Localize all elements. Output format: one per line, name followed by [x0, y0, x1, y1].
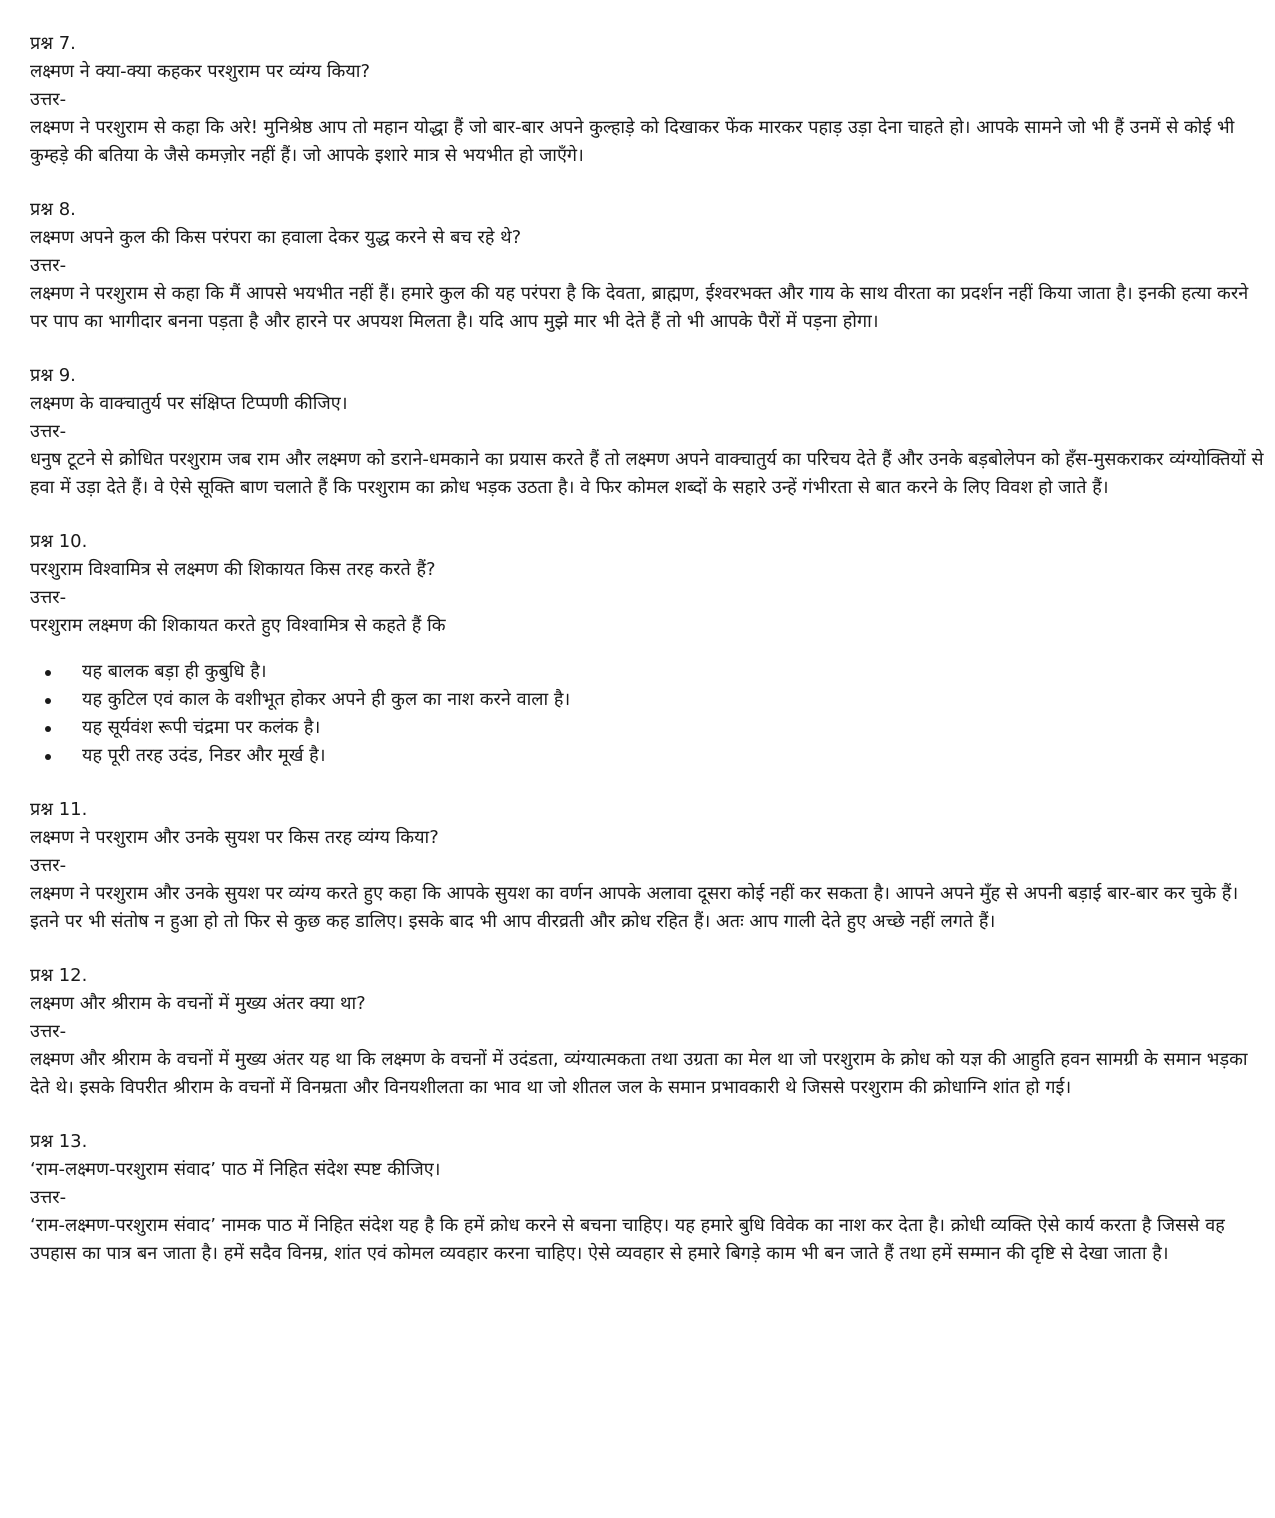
- answer-label: उत्तर-: [30, 855, 67, 876]
- bullet-icon: [45, 726, 51, 732]
- answer-label: उत्तर-: [30, 421, 67, 442]
- list-item-text: यह सूर्यवंश रूपी चंद्रमा पर कलंक है।: [82, 717, 321, 738]
- list-item: [30, 714, 1270, 742]
- question-number: प्रश्न 11.: [30, 799, 88, 820]
- question-number: प्रश्न 8.: [30, 199, 76, 220]
- question-text: लक्ष्मण ने परशुराम और उनके सुयश पर किस तरह व्यंग्य किया?: [30, 827, 439, 848]
- answer-text: लक्ष्मण ने परशुराम से कहा कि अरे! मुनिश्रेष्ठ आप तो महान योद्धा हैं जो बार-बार अपने कुल्हाड़े को दिखाकर फेंक मारकर पहाड़ उड़ा देना चाहते हो। आपके सामने जो भी हैं उनमें से कोई भी कुम्हड़े की बतिया के जैसे कमज़ोर नहीं हैं। जो आपके इशारे मात्र से भयभीत हो जाएँगे।: [30, 117, 1235, 166]
- bullet-icon: [45, 670, 51, 676]
- answer-text: ‘राम-लक्ष्मण-परशुराम संवाद’ नामक पाठ में निहित संदेश यह है कि हमें क्रोध करने से बचना चाहिए। यह हमारे बुधि विवेक का नाश कर देता है। क्रोधी व्यक्ति ऐसे कार्य करता है जिससे वह उपहास का पात्र बन जाता है। हमें सदैव विनम्र, शांत एवं कोमल व्यवहार करना चाहिए। ऐसे व्यवहार से हमारे बिगड़े काम भी बन जाते हैं तथा हमें सम्मान की दृष्टि से देखा जाता है।: [30, 1215, 1225, 1264]
- question-text: लक्ष्मण अपने कुल की किस परंपरा का हवाला देकर युद्ध करने से बच रहे थे?: [30, 227, 522, 248]
- question-number: प्रश्न 7.: [30, 33, 76, 54]
- bullet-icon: [45, 754, 51, 760]
- question-block-10: [30, 528, 1270, 770]
- question-block-9: [30, 362, 1270, 502]
- question-number: प्रश्न 10.: [30, 531, 88, 552]
- list-item: [30, 686, 1270, 714]
- question-text: लक्ष्मण और श्रीराम के वचनों में मुख्य अंतर क्या था?: [30, 993, 366, 1014]
- question-text: लक्ष्मण के वाक्चातुर्य पर संक्षिप्त टिप्पणी कीजिए।: [30, 393, 348, 414]
- question-block-11: [30, 796, 1270, 936]
- question-number: प्रश्न 12.: [30, 965, 88, 986]
- answer-label: उत्तर-: [30, 255, 67, 276]
- answer-text: लक्ष्मण और श्रीराम के वचनों में मुख्य अंतर यह था कि लक्ष्मण के वचनों में उदंडता, व्यंग्यात्मकता तथा उग्रता का मेल था जो परशुराम के क्रोध को यज्ञ की आहुति हवन सामग्री के समान भड़का देते थे। इसके विपरीत श्रीराम के वचनों में विनम्रता और विनयशीलता का भाव था जो शीतल जल के समान प्रभावकारी थे जिससे परशुराम की क्रोधाग्नि शांत हो गई।: [30, 1049, 1248, 1098]
- answer-text: परशुराम लक्ष्मण की शिकायत करते हुए विश्वामित्र से कहते हैं कि: [30, 615, 446, 636]
- question-text: लक्ष्मण ने क्या-क्या कहकर परशुराम पर व्यंग्य किया?: [30, 61, 370, 82]
- list-item-text: यह पूरी तरह उदंड, निडर और मूर्ख है।: [82, 745, 326, 766]
- complaint-list: [30, 658, 1270, 770]
- bullet-icon: [45, 698, 51, 704]
- answer-label: उत्तर-: [30, 1187, 67, 1208]
- list-item-text: यह कुटिल एवं काल के वशीभूत होकर अपने ही कुल का नाश करने वाला है।: [82, 689, 571, 710]
- list-item: [30, 658, 1270, 686]
- question-number: प्रश्न 13.: [30, 1131, 88, 1152]
- answer-text: लक्ष्मण ने परशुराम और उनके सुयश पर व्यंग्य करते हुए कहा कि आपके सुयश का वर्णन आपके अलावा दूसरा कोई नहीं कर सकता है। आपने अपने मुँह से अपनी बड़ाई बार-बार कर चुके हैं। इतने पर भी संतोष न हुआ हो तो फिर से कुछ कह डालिए। इसके बाद भी आप वीरव्रती और क्रोध रहित हैं। अतः आप गाली देते हुए अच्छे नहीं लगते हैं।: [30, 883, 1239, 932]
- list-item: [30, 742, 1270, 770]
- question-block-8: [30, 196, 1270, 336]
- answer-label: उत्तर-: [30, 1021, 67, 1042]
- question-text: ‘राम-लक्ष्मण-परशुराम संवाद’ पाठ में निहित संदेश स्पष्ट कीजिए।: [30, 1159, 441, 1180]
- answer-label: उत्तर-: [30, 89, 67, 110]
- answer-text: लक्ष्मण ने परशुराम से कहा कि मैं आपसे भयभीत नहीं हैं। हमारे कुल की यह परंपरा है कि देवता, ब्राह्मण, ईश्वरभक्त और गाय के साथ वीरता का प्रदर्शन नहीं किया जाता है। इनकी हत्या करने पर पाप का भागीदार बनना पड़ता है और हारने पर अपयश मिलता है। यदि आप मुझे मार भी देते हैं तो भी आपके पैरों में पड़ना होगा।: [30, 283, 1249, 332]
- answer-label: उत्तर-: [30, 587, 67, 608]
- question-block-12: [30, 962, 1270, 1102]
- question-block-7: [30, 30, 1270, 170]
- list-item-text: यह बालक बड़ा ही कुबुधि है।: [82, 661, 267, 682]
- question-number: प्रश्न 9.: [30, 365, 76, 386]
- question-text: परशुराम विश्वामित्र से लक्ष्मण की शिकायत किस तरह करते हैं?: [30, 559, 436, 580]
- document-page: [30, 30, 1270, 1294]
- answer-text: धनुष टूटने से क्रोधित परशुराम जब राम और लक्ष्मण को डराने-धमकाने का प्रयास करते हैं तो लक्ष्मण अपने वाक्चातुर्य का परिचय देते हैं और उनके बड़बोलेपन को हँस-मुसकराकर व्यंग्योक्तियों से हवा में उड़ा देते हैं। वे ऐसे सूक्ति बाण चलाते हैं कि परशुराम का क्रोध भड़क उठता है। वे फिर कोमल शब्दों के सहारे उन्हें गंभीरता से बात करने के लिए विवश हो जाते हैं।: [30, 449, 1264, 498]
- question-block-13: [30, 1128, 1270, 1268]
